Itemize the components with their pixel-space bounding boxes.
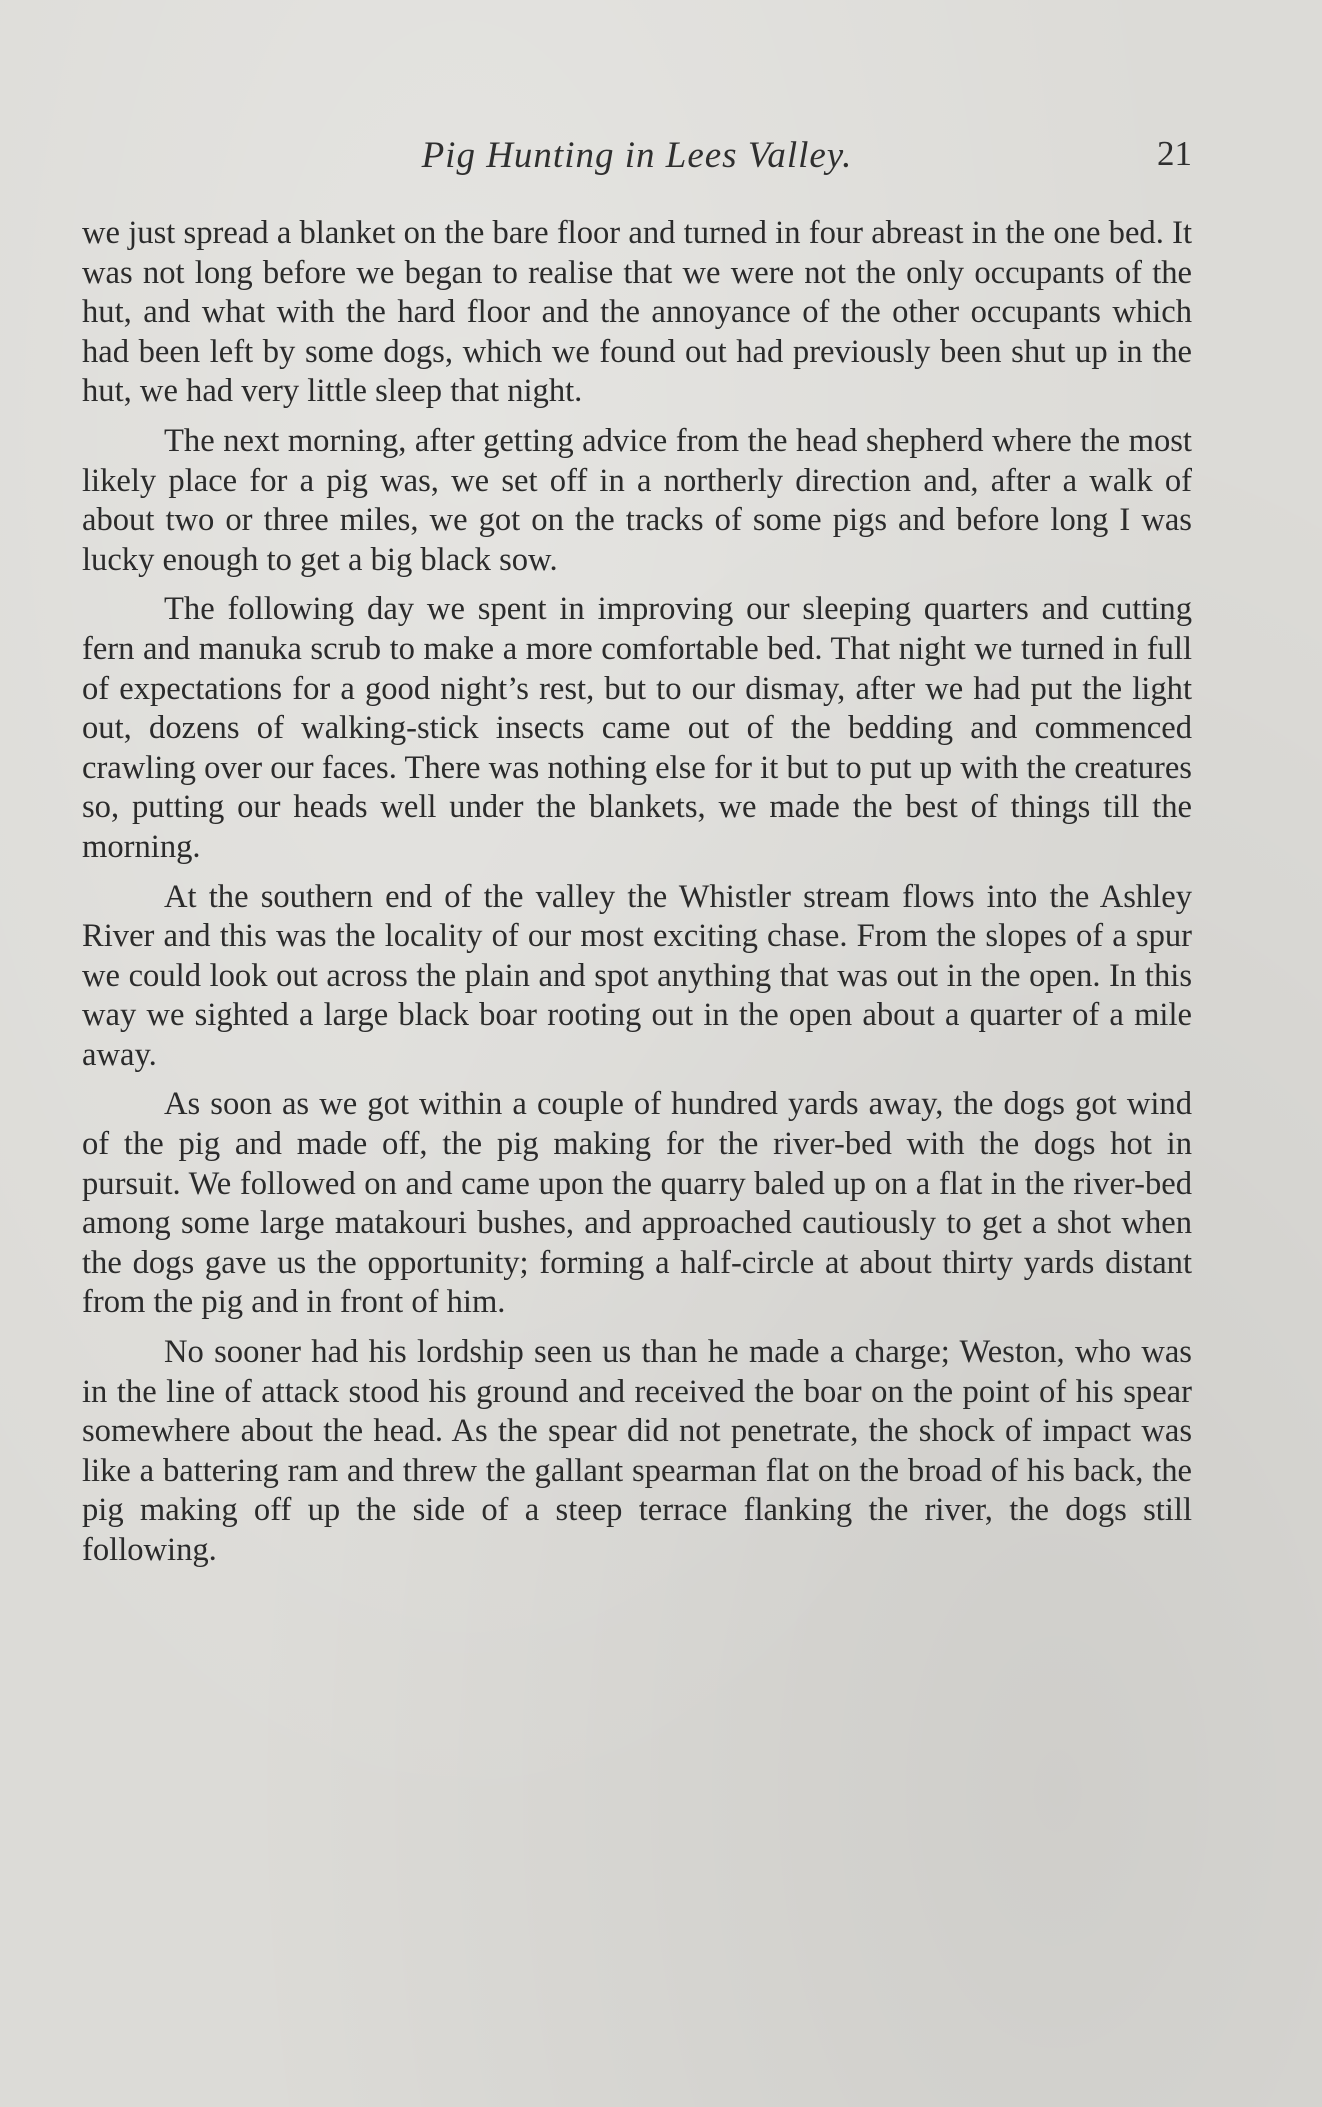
body-text [82,214,1192,1581]
paragraph-4: At the southern end of the valley the Whistler stream flows into the Ashley River and this was the locality of our most exciting chase. From the slopes of a spur we could look out across the plain and spot anything that was out in the open. In this way we sighted a large black boar rooting out in the open about a quarter of a mile away. [82,878,1192,1073]
running-head [82,134,1192,184]
running-title: Pig Hunting in Lees Valley. [421,135,853,176]
paragraph-6: No sooner had his lordship seen us than he made a charge; Weston, who was in the line of attack stood his ground and received the boar on the point of his spear somewhere about the head. As the spear did not penetrate, the shock of impact was like a battering ram and threw the gallant spearman flat on the broad of his back, the pig making off up the side of a steep terrace flanking the river, the dogs still following. [82,1334,1192,1568]
paragraph-2: The next morning, after getting advice from the head shepherd where the most likely place for a pig was, we set off in a northerly direction and, after a walk of about two or three miles, we got on the tracks of some pigs and before long I was lucky enough to get a big black sow. [82,422,1192,578]
paragraph-3: The following day we spent in improving our sleeping quarters and cutting fern and manuka scrub to make a more comfortable bed. That night we turned in full of expectations for a good night’s rest, but to our dismay, after we had put the light out, dozens of walking-stick insects came out of the bedding and commenced crawling over our faces. There was nothing else for it but to put up with the creatures so, putting our heads well under the blankets, we made the best of things till the morning. [82,591,1192,865]
page-number: 21 [1157,134,1192,173]
paragraph-1: we just spread a blanket on the bare floor and turned in four abreast in the one bed. It was not long before we began to realise that we were not the only occupants of the hut, and what with the hard floor and the annoyance of the other occupants which had been left by some dogs, which we found out had previously been shut up in the hut, we had very little sleep that night. [82,215,1192,410]
paragraph-5: As soon as we got within a couple of hundred yards away, the dogs got wind of the pig and made off, the pig making for the river-bed with the dogs hot in pursuit. We followed on and came upon the quarry baled up on a flat in the river-bed among some large matakouri bushes, and approached cautiously to get a shot when the dogs gave us the opportunity; forming a half-circle at about thirty yards distant from the pig and in front of him. [82,1086,1192,1321]
